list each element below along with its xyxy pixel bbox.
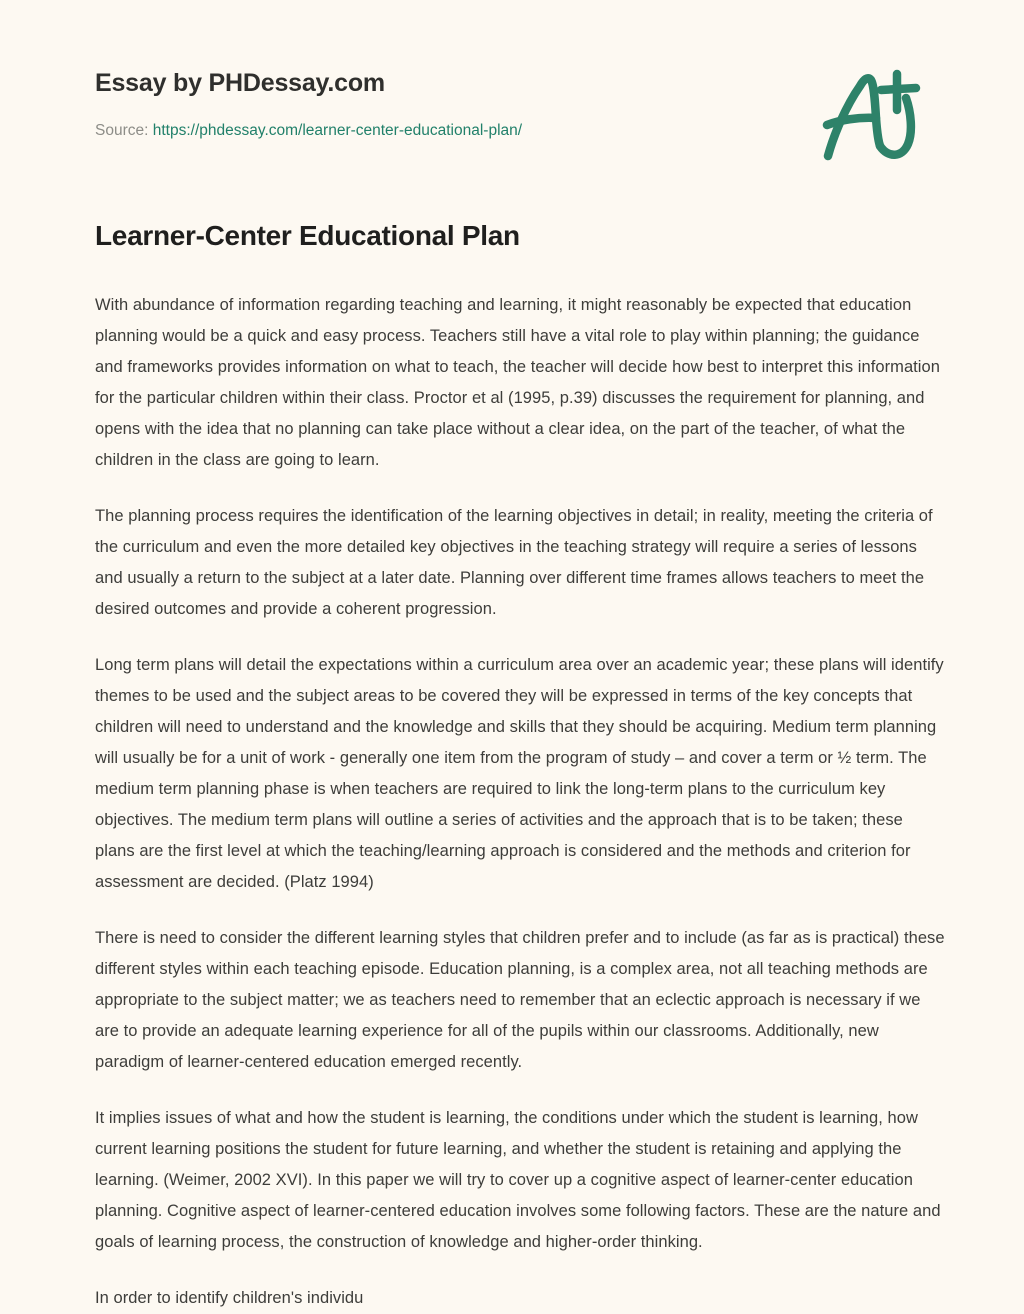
- page-header: [0, 0, 1024, 180]
- source-url-link[interactable]: https://phdessay.com/learner-center-educational-plan/: [152, 122, 523, 139]
- source-line: [95, 121, 522, 141]
- paragraph: It implies issues of what and how the student is learning, the conditions under which the student is learning, how current learning positions the student for future learning, and whether the student is retaining and applying the learning. (Weimer, 2002 XVI). In this paper we will try to cover up a cognitive aspect of learner-center education planning. Cognitive aspect of learner-centered education involves some following factors. These are the nature and goals of learning process, the construction of knowledge and higher-order thinking.: [95, 1109, 941, 1251]
- paragraph: With abundance of information regarding teaching and learning, it might reasonably be expected that education planning would be a quick and easy process. Teachers still have a vital role to play within planning; the guidance and frameworks provides information on what to teach, the teacher will decide how best to interpret this information for the particular children within their class. Proctor et al (1995, p.39) discusses the requirement for planning, and opens with the idea that no planning can take place without a clear idea, on the part of the teacher, of what the children in the class are going to learn.: [95, 296, 940, 469]
- brand-title: Essay by PHDessay.com: [95, 69, 385, 97]
- source-label: Source:: [95, 122, 149, 139]
- paragraph-truncated: In order to identify children's individu: [95, 1289, 364, 1307]
- article-body: [95, 218, 947, 1314]
- paragraph: There is need to consider the different learning styles that children prefer and to include (as far as is practical) these different styles within each teaching episode. Education planning, is a complex area, not all teaching methods are appropriate to the subject matter; we as teachers need to remember that an eclectic approach is necessary if we are to provide an adequate learning experience for all of the pupils within our classrooms. Additionally, new paradigm of learner-centered education emerged recently.: [95, 929, 945, 1071]
- page-title: Learner-Center Educational Plan: [95, 220, 520, 251]
- a-plus-logo-icon: [818, 68, 923, 163]
- paragraph: The planning process requires the identification of the learning objectives in detail; in reality, meeting the criteria of the curriculum and even the more detailed key objectives in the teaching strategy will require a series of lessons and usually a return to the subject at a later date. Planning over different time frames allows teachers to meet the desired outcomes and provide a coherent progression.: [95, 507, 933, 618]
- paragraph: Long term plans will detail the expectations within a curriculum area over an academic year; these plans will identify themes to be used and the subject areas to be covered they will be expressed in terms of the key concepts that children will need to understand and the knowledge and skills that they should be acquiring. Medium term planning will usually be for a unit of work - generally one item from the program of study – and cover a term or ½ term. The medium term planning phase is when teachers are required to link the long-term plans to the curriculum key objectives. The medium term plans will outline a series of activities and the approach that is to be taken; these plans are the first level at which the teaching/learning approach is considered and the methods and criterion for assessment are decided. (Platz 1994): [95, 656, 944, 891]
- brand-block: [95, 68, 385, 98]
